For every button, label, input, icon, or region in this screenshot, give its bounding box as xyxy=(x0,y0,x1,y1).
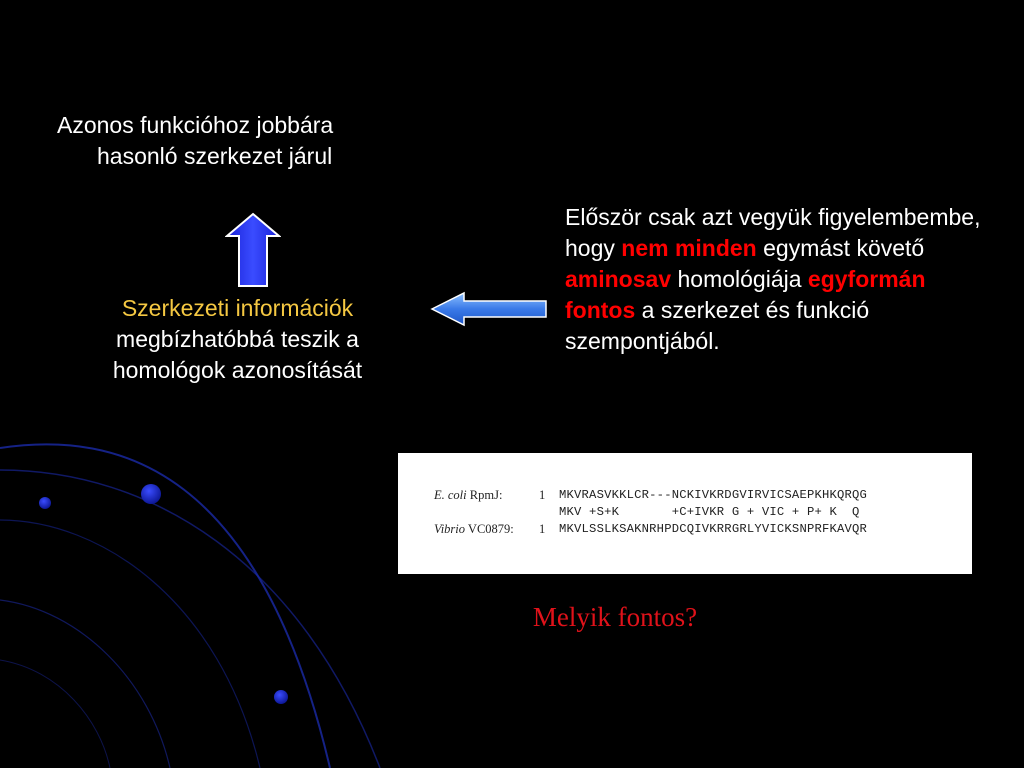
alignment-row1-start: 1 xyxy=(539,488,546,502)
alignment-consensus-sequence: MKV +S+K +C+IVKR G + VIC + P+ K Q xyxy=(559,505,860,519)
gene-rpmj: RpmJ: xyxy=(466,488,503,502)
species-ecoli: E. coli xyxy=(434,488,467,502)
right-text-seg4: a szerkezet és funkció szempontjából. xyxy=(565,297,870,354)
alignment-row3-sequence: MKVLSSLKSAKNRHPDCQIVKRRGRLYVICKSNPRFKAVQR xyxy=(559,522,868,536)
structural-info-highlight: Szerkezeti információk xyxy=(121,295,354,321)
question-which-important: Melyik fontos? xyxy=(532,602,698,632)
top-left-statement xyxy=(57,110,427,172)
right-highlight-amino-acid: aminosav xyxy=(565,266,672,292)
species-vibrio: Vibrio xyxy=(434,522,466,536)
top-left-line2: hasonló szerkezet járul xyxy=(97,143,333,169)
right-highlight-not-every: nem minden xyxy=(621,235,757,261)
alignment-row3-label xyxy=(434,522,514,537)
top-left-line1: Azonos funkcióhoz jobbára xyxy=(57,112,334,138)
gene-vc0879: VC0879: xyxy=(465,522,514,536)
arrow-left-icon xyxy=(430,291,548,327)
alignment-row3-start: 1 xyxy=(539,522,546,536)
mid-left-line2: megbízhatóbbá teszik a xyxy=(116,326,359,352)
mid-left-line3: homológok azonosítását xyxy=(112,357,363,383)
right-text-seg1: Először csak azt vegyük figyelembembe, hogy xyxy=(565,204,981,261)
alignment-row1-label xyxy=(434,488,502,503)
sequence-alignment-box xyxy=(398,453,972,574)
alignment-row1-sequence: MKVRASVKKLCR---NCKIVKRDGVIRVICSAEPKHKQRQG xyxy=(559,488,868,502)
right-highlight-equally-important: egyformán fontos xyxy=(565,266,926,323)
mid-left-statement xyxy=(40,293,435,386)
right-text-seg3: homológiája xyxy=(671,266,808,292)
arrow-up-icon xyxy=(225,212,281,288)
right-text-seg2: egymást követő xyxy=(756,235,925,261)
right-explanation xyxy=(565,202,985,357)
